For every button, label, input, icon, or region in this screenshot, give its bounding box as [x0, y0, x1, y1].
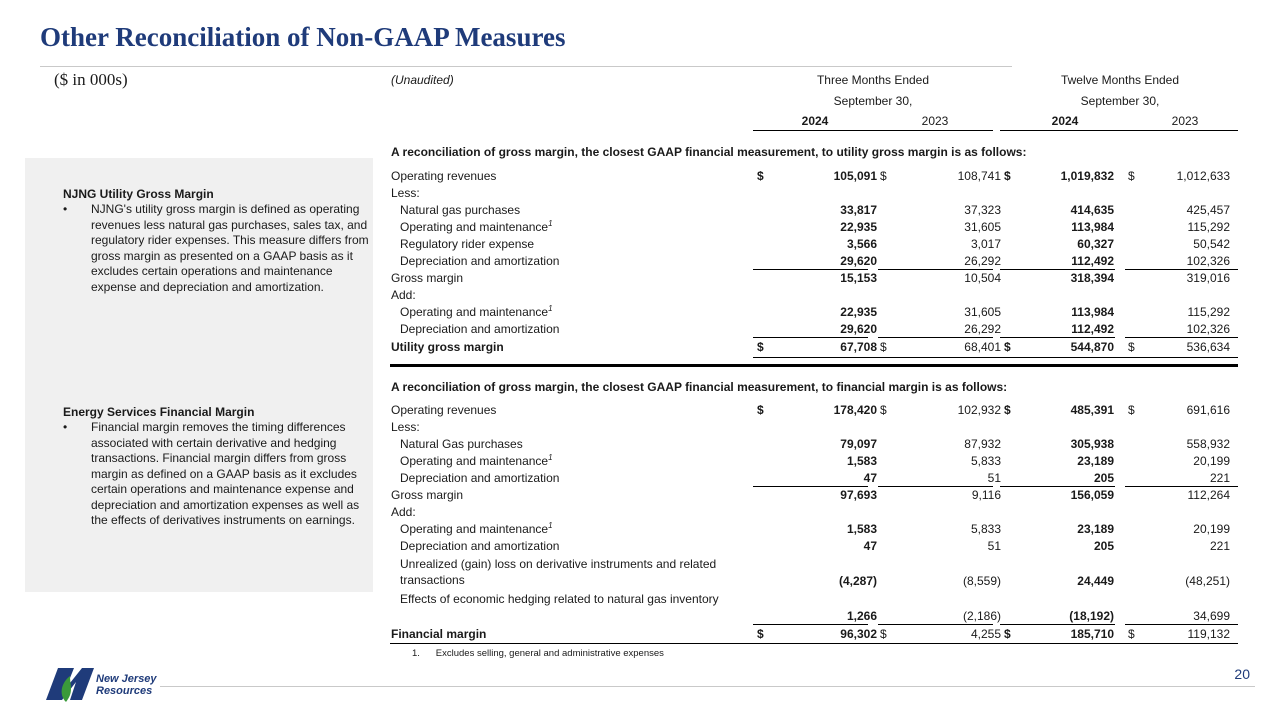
table-row: Natural Gas purchases 79,097 87,932 305,938 558,932: [400, 437, 1230, 451]
table-row: Add:: [391, 505, 416, 519]
title-divider: [40, 66, 1012, 67]
table-row: Less:: [391, 420, 420, 434]
twelve-months-2023: 2023: [1171, 114, 1199, 128]
subtotal-rule: [1125, 337, 1238, 338]
twelve-months-line1: Twelve Months Ended: [1060, 73, 1180, 87]
table-row: Depreciation and amortization 29,620 26,292 112,492 102,326: [400, 322, 1230, 336]
total-rule: [753, 357, 1238, 358]
energy-services-description: [63, 404, 373, 529]
logo-text: New Jersey Resources: [96, 673, 157, 697]
table-row: Operating and maintenance$^1$ 22,935 31,605 113,984 115,292: [400, 219, 1230, 234]
subtotal-rule: [1000, 337, 1115, 338]
table-row: Less:: [391, 186, 420, 200]
subtotal-rule: [1125, 624, 1238, 625]
page-title: Other Reconciliation of Non-GAAP Measures: [40, 22, 566, 52]
njng-description: [63, 186, 373, 295]
three-months-line1: Three Months Ended: [816, 73, 930, 87]
energy-intro: A reconciliation of gross margin, the closest GAAP financial measurement, to financial margin is as follows:: [391, 380, 1008, 394]
twelve-months-line2: September 30,: [1080, 94, 1160, 108]
footer-divider: [160, 686, 1255, 687]
table-row: Depreciation and amortization 29,620 26,292 112,492 102,326: [400, 254, 1230, 268]
table-row: Effects of economic hedging related to natural gas inventory 1,266 (2,186) (18,192) 34,699: [400, 592, 1230, 623]
table-row: Gross margin 15,153 10,504 318,394 319,016: [391, 271, 1230, 285]
table-row-total: Utility gross margin $ 67,708 $ 68,401 $ 544,870 $ 536,634: [391, 340, 1230, 354]
subtotal-rule: [878, 337, 993, 338]
total-rule: [390, 643, 1238, 644]
table-row: Depreciation and amortization 47 51 205 221: [400, 471, 1230, 485]
table-row: Operating and maintenance$^1$ 22,935 31,605 113,984 115,292: [400, 304, 1230, 319]
table-row: Operating revenues $ 178,420 $ 102,932 $ 485,391 $ 691,616: [391, 403, 1230, 417]
table-row-total: Financial margin $ 96,302 $ 4,255 $ 185,710 $ 119,132: [391, 627, 1230, 641]
njng-text: NJNG's utility gross margin is defined as operating revenues less natural gas purchases, sales tax, and regulatory rider expenses. This measure differs from gross margin as presented on a GAAP basis as it excludes certain operations and maintenance expense and depreciation and amortization.: [91, 202, 369, 294]
page-number: 20: [1234, 666, 1250, 682]
energy-services-heading: Energy Services Financial Margin: [63, 405, 255, 419]
description-panel: [25, 158, 373, 592]
table-row: Depreciation and amortization 47 51 205 221: [400, 539, 1230, 553]
table-row: Gross margin 97,693 9,116 156,059 112,264: [391, 488, 1230, 502]
subtotal-rule: [878, 624, 993, 625]
subtotal-rule: [1000, 624, 1115, 625]
unaudited-label: (Unaudited): [391, 73, 454, 87]
three-months-2024: 2024: [801, 114, 829, 128]
bullet: •: [63, 202, 68, 216]
footnote: 1. Excludes selling, general and administrative expenses: [412, 648, 664, 659]
three-months-underline: [753, 130, 993, 131]
section-separator: [390, 364, 1238, 367]
table-row: Unrealized (gain) loss on derivative instruments and related transactions (4,287) (8,559) 24,449 (48,251): [400, 557, 1230, 588]
bullet: •: [63, 420, 68, 434]
table-row: Operating and maintenance$^1$ 1,583 5,833 23,189 20,199: [400, 521, 1230, 536]
table-row: Natural gas purchases 33,817 37,323 414,635 425,457: [400, 203, 1230, 217]
twelve-months-2024: 2024: [1051, 114, 1079, 128]
njng-heading: NJNG Utility Gross Margin: [63, 187, 214, 201]
energy-services-text: Financial margin removes the timing differences associated with certain derivative and hedging transactions. Financial margin differs from gross margin as defined on a GAAP basis as it excludes certain operations and maintenance expense and depreciation and amortization expenses as well as the effects of derivatives instruments on earnings.: [91, 420, 360, 527]
table-row: Regulatory rider expense 3,566 3,017 60,327 50,542: [400, 237, 1230, 251]
table-row: Add:: [391, 288, 416, 302]
subtotal-rule: [753, 337, 868, 338]
twelve-months-underline: [1000, 130, 1238, 131]
three-months-line2: September 30,: [833, 94, 913, 108]
utility-intro: A reconciliation of gross margin, the closest GAAP financial measurement, to utility gross margin is as follows:: [391, 145, 1027, 159]
table-row: Operating revenues $ 105,091 $ 108,741 $ 1,019,832 $ 1,012,633: [391, 169, 1230, 183]
units-label: ($ in 000s): [54, 70, 128, 89]
three-months-2023: 2023: [921, 114, 949, 128]
table-row: Operating and maintenance$^1$ 1,583 5,833 23,189 20,199: [400, 453, 1230, 468]
subtotal-rule: [753, 624, 868, 625]
